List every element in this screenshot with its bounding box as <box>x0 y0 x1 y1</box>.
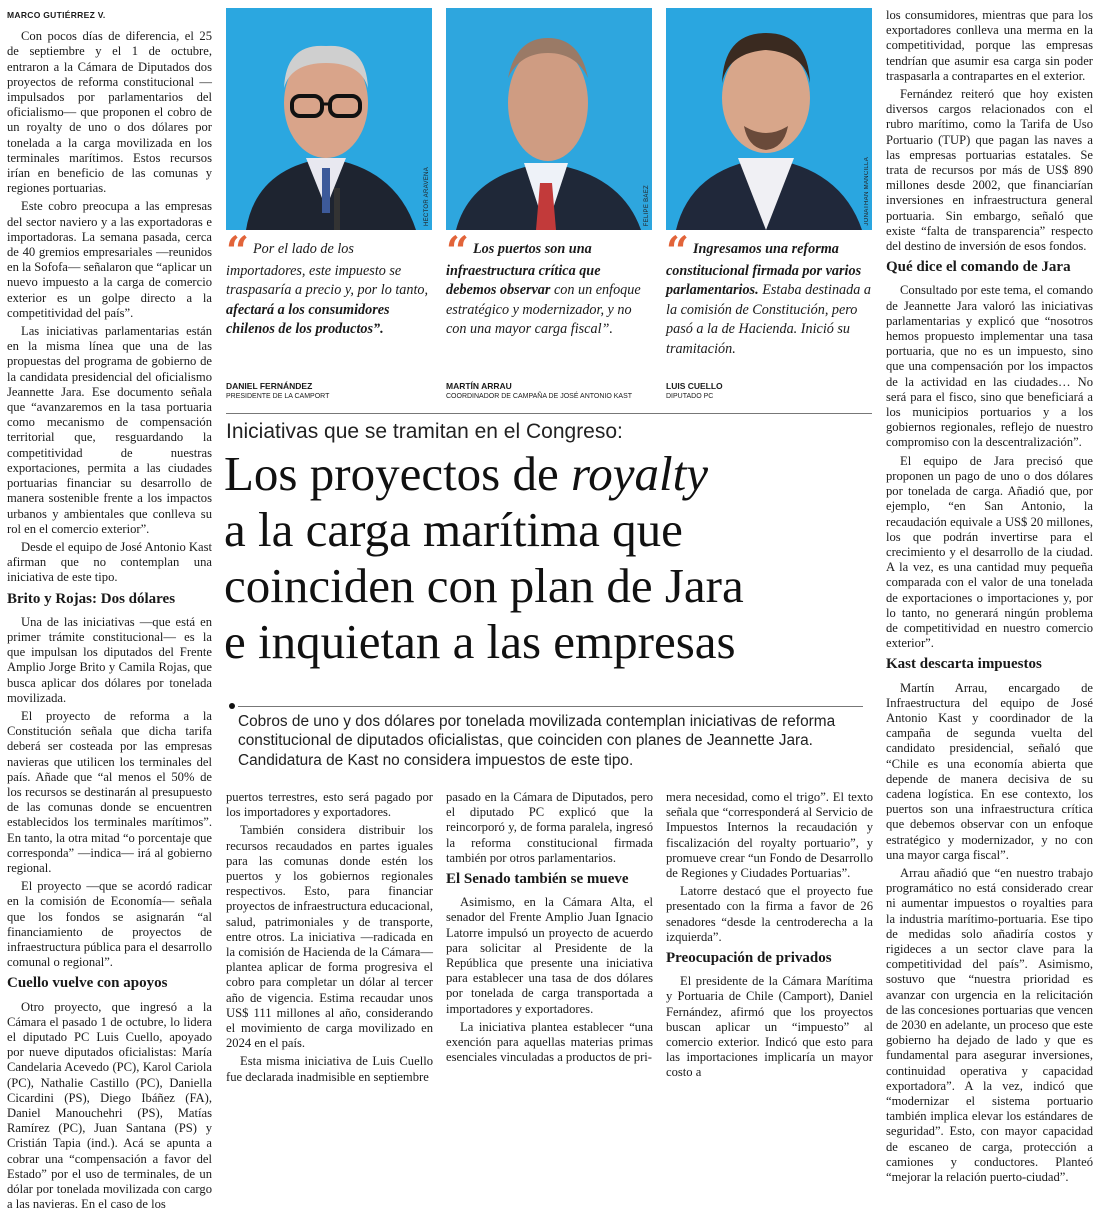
subheading: Preocupación de privados <box>666 950 832 967</box>
paragraph: Latorre destacó que el proyecto fue presentado con la firma a favor de 26 senadores “desde la centroderecha a la izquierda”. <box>666 884 873 944</box>
photo-credit: JONATHAN MANCILLA <box>864 157 870 226</box>
divider <box>238 706 863 707</box>
paragraph: El presidente de la Cámara Marítima y Portuaria de Chile (Camport), Daniel Fernández, afirmó que los proyectos buscan aplicar un “impuesto” al comercio exterior. Indicó que esto para las importaciones implicaría un mayor costo a <box>666 974 873 1080</box>
paragraph: pasado en la Cámara de Diputados, pero el diputado PC explicó que la reincorporó y, de forma paralela, ingresó la reforma constitucional firmada también por otros parlamentarios. <box>446 790 653 865</box>
paragraph: puertos terrestres, esto será pagado por los importadores y exportadores. <box>226 790 433 820</box>
paragraph: Asimismo, en la Cámara Alta, el senador del Frente Amplio Juan Ignacio Latorre impulsó un proyecto de acuerdo para solicitar al Presidente de la República que presente una iniciativa para establecer una tasa de dos dólares por tonelada de carga transportada a importadores y exportadores. <box>446 895 653 1016</box>
article-column-3 <box>446 790 653 1068</box>
photo-martin-arrau <box>446 8 652 230</box>
photo-daniel-fernandez <box>226 8 432 230</box>
subheading: Cuello vuelve con apoyos <box>7 975 168 992</box>
quote-mark-icon: “ <box>666 228 690 275</box>
quote-mark-icon: “ <box>446 228 470 275</box>
subheading: Qué dice el comando de Jara <box>886 259 1071 276</box>
byline: MARCO GUTIÉRREZ V. <box>7 10 106 20</box>
paragraph: mera necesidad, como el trigo”. El texto señala que “corresponderá al Servicio de Impuestos Internos la recaudación y fiscalización del royalty portuario”, y promueve crear “un Fondo de Desarrollo de Regiones y Ciudades Portuarias”. <box>666 790 873 881</box>
paragraph: El proyecto —que se acordó radicar en la comisión de Economía— señala que los fondos se asignarán “al financiamiento de proyectos de infraestructura pública para el desarrollo comunal o regional”. <box>7 879 212 970</box>
subheading: Brito y Rojas: Dos dólares <box>7 590 176 607</box>
paragraph: Consultado por este tema, el comando de Jeannette Jara valoró las iniciativas parlamentarias y explicó que “nosotros hemos propuesto implementar una tasa portuaria, que no es un impuesto, sino que una compensación por los impactos de la actividad en las ciudades… No será para el fisco, sino que beneficiará a los municipios portuarios y a los gobiernos regionales, reflejo de nuestro compromiso con la descentralización”. <box>886 283 1093 450</box>
paragraph: El equipo de Jara precisó que proponen un pago de uno o dos dólares por tonelada de carga. Añadió que, por ejemplo, “en San Antonio, la recaudación equivale a US$ 20 millones, los que podrán invertirse para el crecimiento y el desarrollo de la ciudad. A la vez, es una cantidad muy pequeña comparada con el valor de una tonelada de exportaciones o importaciones y, por lo tanto, no generará ningún problema de competitividad en nuestro comercio exterior”. <box>886 453 1093 651</box>
subheading: El Senado también se mueve <box>446 871 629 888</box>
paragraph: También considera distribuir los recursos recaudados en partes iguales para las comunas donde estén los puertos y los gobiernos regionales respectivos. Esto, para financiar proyectos de infraestructura educacional, salud, patrimoniales y de transporte, entre otros. La iniciativa —radicada en la comisión de Hacienda de la Cámara— plantea aplicar de forma progresiva el cobro para completar un dólar al tercer año de vigencia. Estima recaudar unos US$ 111 millones al año, considerando el movimiento de carga movilizado en 2024 en el país. <box>226 823 433 1051</box>
photo-credit: HÉCTOR ARAVENA <box>424 167 430 226</box>
pull-quote-fernandez: “ Por el lado de los importadores, este impuesto se traspasaría a precio y, por lo tanto, afectará a los consumidores chilenos de los productos”. <box>226 228 429 338</box>
lead-bullet <box>229 703 235 709</box>
pull-quote-cuello: “ Ingresamos una reforma constitucional firmada por varios parlamentarios. Estaba destinada a la comisión de Constitución, pero pasó a la de Hacienda. Inició su tramitación. <box>666 228 871 357</box>
quote-mark-icon: “ <box>226 228 250 275</box>
paragraph: Desde el equipo de José Antonio Kast afirman que no contemplan una iniciativa de este tipo. <box>7 539 212 585</box>
paragraph: Una de las iniciativas —que está en primer trámite constitucional— es la que impulsan los diputados del Frente Amplio Jorge Brito y Camila Rojas, que busca aplicar dos dólares por tonelada movilizada. <box>7 614 212 705</box>
quote-attribution: DANIEL FERNÁNDEZ PRESIDENTE DE LA CAMPORT <box>226 381 330 400</box>
paragraph: Fernández reiteró que hoy existen diversos cargos relacionados con el rubro marítimo, como la Tarifa de Uso Portuario (TUP) que pagan las naves a las empresas portuarias estatales. Se trata de recursos por más de US$ 890 millones desde 2002, que financiarían inversiones en infraestructura general portuaria. Sin embargo, señaló que existe “falta de transparencia” respecto del destino de inversión de esos fondos. <box>886 87 1093 254</box>
quote-attribution: LUIS CUELLO DIPUTADO PC <box>666 381 723 400</box>
article-column-1 <box>7 8 212 1215</box>
paragraph: La iniciativa plantea establecer “una exención para aquellas materias primas esenciales vinculadas a productos de pri- <box>446 1019 653 1065</box>
paragraph: El proyecto de reforma a la Constitución señala que dicha tarifa deberá ser costeada por las empresas navieras que utilicen los terminales del país. Añade que “al menos el 50% de los recursos se destinarán al presupuesto de las comunas donde se encuentren establecidos los terminales marítimos”. En tanto, la otra mitad “o porcentaje que corresponda” —indica— irá al gobierno regional. <box>7 708 212 875</box>
paragraph: Con pocos días de diferencia, el 25 de septiembre y el 1 de octubre, entraron a la Cámara de Diputados dos proyectos de reforma constitucional —impulsados por parlamentarios del oficialismo— que proponen el cobro de un royalty de uno o dos dólares por tonelada a la carga movilizada en los terminales marítimos. Estos recursos irían en beneficio de las comunas y regiones portuarias. <box>7 29 212 196</box>
paragraph: Martín Arrau, encargado de Infraestructura del equipo de José Antonio Kast y coordinador de la campaña de segunda vuelta del candidato presidencial, señaló que “Chile es una economía abierta que depende de manera decisiva de su cadena logística. En ese contexto, los puertos son una infraestructura crítica que debemos observar con un enfoque estratégico y modernizador, y no con una mayor carga fiscal”. <box>886 680 1093 862</box>
kicker: Iniciativas que se tramitan en el Congreso: <box>226 420 623 443</box>
article-column-2 <box>226 790 433 1088</box>
subheading: Kast descarta impuestos <box>886 656 1042 673</box>
article-column-4 <box>666 790 873 1084</box>
paragraph: Este cobro preocupa a las empresas del sector naviero y a las exportadoras e importadoras. La semana pasada, cerca de 40 gremios empresariales —reunidos en la Sofofa— señalaron que “aplicar un nuevo impuesto a la carga de comercio exterior es un golpe directo a la competitividad del país”. <box>7 199 212 320</box>
headline: Los proyectos de royalty a la carga marítima que coinciden con plan de Jara e inquietan a las empresas <box>224 446 744 669</box>
paragraph: Las iniciativas parlamentarias están en la misma línea que una de las propuestas del programa de gobierno de la candidata presidencial del oficialismo Jeannette Jara. Ese documento señala que “avanzaremos en la tasa portuaria como mecanismo de compensación territorial que, resguardando la competitividad de nuestras exportaciones, permita a las ciudades portuarias financiar su desarrollo de manera sostenible frente a los impactos urbanos y ambientales que conlleva su rol en el comercio exterior”. <box>7 324 212 536</box>
article-column-5 <box>886 8 1093 1188</box>
paragraph: Esta misma iniciativa de Luis Cuello fue declarada inadmisible en septiembre <box>226 1054 433 1084</box>
paragraph: los consumidores, mientras que para los exportadores conlleva una merma en la competitividad, porque las empresas tendrían que asumir esa carga sin poder traspasarla a contrapartes en el exterior. <box>886 8 1093 83</box>
pull-quote-arrau: “ Los puertos son una infraestructura crítica que debemos observar con un enfoque estratégico y modernizador, y no con una mayor carga fiscal”. <box>446 228 641 338</box>
divider <box>226 413 872 414</box>
photo-credit: FELIPE BÁEZ <box>644 184 650 226</box>
paragraph: Otro proyecto, que ingresó a la Cámara el pasado 1 de octubre, lo lidera el diputado PC Luis Cuello, apoyado por nueve diputados oficialistas: María Candelaria Acevedo (PC), Karol Cariola (PC), Nathalie Castillo (PC), Daniella Cicardini (PS), Diego Ibáñez (FA), Daniel Manouchehri (PS), Matías Ramírez (PC), Juan Santana (PS) y Cristián Tapia (ind.). Acá se apunta a cobrar una “compensación a favor del Estado” por el uso de terminales, de un dólar por tonelada movilizada con cargo a las navieras. En el caso de los <box>7 999 212 1212</box>
quote-attribution: MARTÍN ARRAU COORDINADOR DE CAMPAÑA DE JOSÉ ANTONIO KAST <box>446 381 633 400</box>
photo-luis-cuello <box>666 8 872 230</box>
lead-paragraph: Cobros de uno y dos dólares por tonelada movilizada contemplan iniciativas de reforma constitucional de diputados oficialistas, que coinciden con planes de Jeannette Jara. Candidatura de Kast no considera impuestos de este tipo. <box>238 713 836 769</box>
paragraph: Arrau añadió que “en nuestro trabajo programático no está considerado crear ni aumentar impuestos o royalties para la industria marítimo-portuaria. Ese tipo de medidas solo añadiría costos y rigideces a un sector clave para la competitividad del país”. Asimismo, sostuvo que “nuestra prioridad es avanzar con urgencia en la relicitación de las concesiones portuarias que vencen de 2030 en adelante, un proceso que este gobierno ha dejado de lado y que es fundamental para asegurar inversiones, continuidad operativa y capacidad exportadora”. A la vez, indicó que “modernizar el sistema portuario también implica elevar los estándares de seguridad”. Esto, con mayor capacidad de escaneo de carga, protección a camiones y conductores. Planteó “mejorar la relación puerto-ciudad”. <box>886 865 1093 1185</box>
